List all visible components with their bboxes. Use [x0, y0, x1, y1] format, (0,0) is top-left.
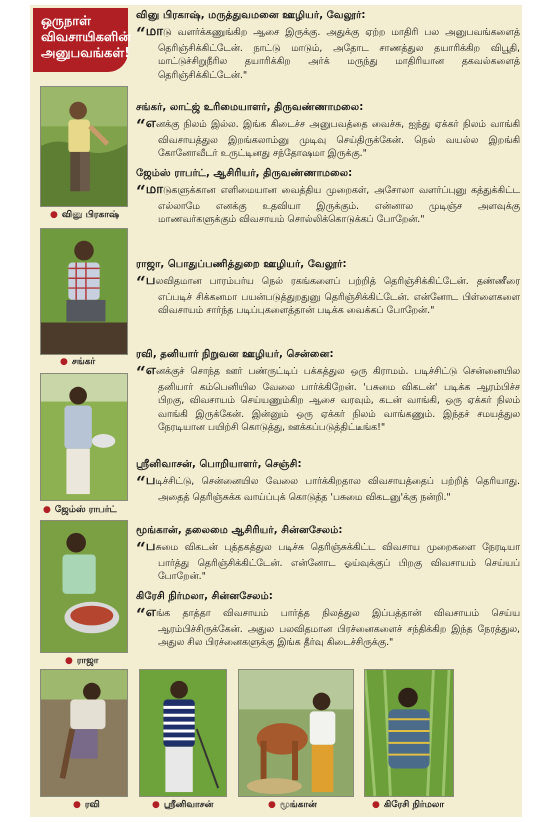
- caption-srinivasan: [152, 800, 213, 811]
- caption-dot: ●: [372, 800, 380, 810]
- caption-raja: [65, 656, 98, 667]
- caption-grace: [372, 800, 444, 811]
- photo-james-robert: [40, 373, 128, 501]
- quote-text: னக்கு நிலம் இல்ல. இங்க கிடைச்ச அனுபவத்தை வைச்சு, ஐந்து ஏக்கர் நிலம் வாங்கி விவசாயத்துல இறங்கலாம்னு முடிவு செய்திருக்கேன். நெல் வயல்ல இறங்கி கோனோவீடர் உருட்டினது சந்தோஷமா இருக்கு.": [155, 119, 520, 159]
- title-line-3: அனுபவங்கள்!: [41, 46, 131, 61]
- caption-ravi: [73, 800, 100, 811]
- photo-raja: [40, 520, 128, 653]
- caption-text: ஸ்ரீனிவாசன்: [163, 800, 214, 810]
- open-quote-mark: “: [136, 182, 146, 202]
- caption-text: வினு பிரகாஷ்: [61, 210, 120, 220]
- photo-vinu-prakash: [40, 86, 128, 207]
- testimonial-vinu: [136, 9, 520, 82]
- testimonial-author: ஸ்ரீனிவாசன், பொறியாளர், செஞ்சி:: [136, 459, 302, 470]
- title-line-2: விவசாயிகளின்: [41, 30, 131, 45]
- photo-sankar: [40, 228, 128, 355]
- photo-moonkan: [238, 669, 354, 797]
- open-quote-mark: “: [136, 363, 146, 383]
- quote-lead: ப: [145, 539, 156, 554]
- quote-lead: எ: [145, 605, 156, 620]
- testimonial-quote: [136, 274, 520, 318]
- open-quote-mark: “: [136, 24, 146, 44]
- testimonial-author: ராஜா, பொதுப்பணித்துறை ஊழியர், வேலூர்:: [136, 259, 347, 270]
- caption-james: [43, 505, 117, 516]
- quote-lead: எ: [145, 363, 156, 378]
- quote-text: டிச்சிட்டு, சென்னையில வேலை பார்க்கிறதால விவசாயத்தைப் பற்றித் தெரியாது. அதைத் தெரிஞ்சுக்க வாய்ப்புக் கொடுத்த 'பசுமை விகடனு'க்கு நன்றி.": [155, 476, 520, 503]
- caption-sankar: [60, 357, 95, 368]
- testimonial-grace: [136, 590, 520, 650]
- quote-lead: மா: [145, 24, 164, 39]
- caption-moonkan: [268, 800, 317, 811]
- testimonial-quote: [136, 364, 520, 435]
- caption-vinu: [50, 210, 119, 221]
- quote-text: சுமை விகடன் புத்தகத்துல படிச்சு தெரிஞ்சுக்கிட்ட விவசாய முறைகளை நேரடியா பார்த்து தெரிஞ்சிக்கிட்டேன். என்னோட ஓய்வுக்குப் பிறகு விவசாயம் செய்யப் போறேன்.": [155, 542, 520, 582]
- caption-text: ரவி: [84, 800, 100, 810]
- quote-lead: மா: [145, 182, 164, 197]
- caption-text: ஜேம்ஸ் ராபர்ட்: [54, 505, 117, 515]
- caption-text: ராஜா: [76, 656, 99, 666]
- caption-text: மூங்கான்: [279, 800, 317, 810]
- photo-ravi: [40, 669, 128, 797]
- quote-lead: ப: [145, 473, 156, 488]
- testimonial-quote: [136, 183, 520, 227]
- photo-grace-nirmala: [364, 669, 454, 797]
- open-quote-mark: “: [136, 116, 146, 136]
- quote-lead: ப: [145, 273, 156, 288]
- testimonial-quote: [136, 117, 520, 161]
- quote-text: ங்க தாத்தா விவசாயம் பார்த்த நிலத்துல இப்பத்தான் விவசாயம் செய்ய ஆரம்பிச்சிருக்கேன். அதுல பலவிதமான பிரச்னைகளைச் சந்திக்கிற இந்த நேரத்துல, அதுல சில பிரச்னைகளுக்கு இங்க தீர்வு கிடைச்சிருக்கு.": [155, 608, 520, 648]
- quote-text: லவிதமான பாரம்பர்ய நெல் ரகங்களைப் பற்றித் தெரிஞ்சிக்கிட்டேன். தண்ணீரை எப்படிச் சிக்கனமா பயன்படுத்துறதுனு தெரிஞ்சிக்கிட்டேன். என்னோட பிள்ளைகளை விவசாயம் சார்ந்த படிப்புகளைத்தான் படிக்க வைக்கப் போறேன்.": [155, 276, 520, 316]
- testimonial-sankar: [136, 101, 520, 161]
- testimonial-author: ஜேம்ஸ் ராபர்ட், ஆசிரியர், திருவண்ணாமலை:: [136, 168, 353, 179]
- testimonial-james: [136, 167, 520, 227]
- caption-dot: ●: [268, 800, 276, 810]
- testimonial-author: ரவி, தனியார் நிறுவன ஊழியர், சென்னை:: [136, 349, 334, 360]
- testimonial-author: வினு பிரகாஷ், மருத்துவமனை ஊழியர், வேலூர்:: [136, 10, 366, 21]
- testimonial-moonkan: [136, 524, 520, 584]
- caption-dot: ●: [73, 800, 81, 810]
- quote-text: டுகளுக்கான எளிமையான வைத்திய முறைகள், அசோலா வளர்ப்புனு கத்துக்கிட்ட எல்லாமே எனக்கு உதவியா இருக்கும். என்னால முடிஞ்ச அளவுக்கு மாணவர்களுக்கும் விவசாயம் சொல்லிக்கொடுக்கப் போறேன்.": [158, 185, 520, 225]
- testimonial-quote: [136, 606, 520, 650]
- quote-lead: எ: [145, 116, 156, 131]
- caption-dot: ●: [60, 357, 68, 367]
- testimonial-raja: [136, 258, 520, 318]
- quote-text: டு வளர்க்கணுங்கிற ஆசை இருக்கு. அதுக்கு ஏற்ற மாதிரி பல அனுபவங்களைத் தெரிஞ்சிக்கிட்டேன். நாட்டு மாடும், அதோட சாணத்துல தயாரிக்கிற விபூதி, மாட்டுச்சிறுநீரில தயாரிக்கிற அர்க் மருந்து மாதிரியான தகவல்களைத் தெரிஞ்சிக்கிட்டேன்.": [158, 27, 520, 81]
- open-quote-mark: “: [136, 273, 146, 293]
- caption-text: கிரேசி நிர்மலா: [383, 800, 445, 810]
- caption-dot: ●: [65, 656, 73, 666]
- testimonial-author: சங்கர், லாட்ஜ் உரிமையாளர், திருவண்ணாமலை:: [136, 102, 364, 113]
- caption-text: சங்கர்: [71, 357, 96, 367]
- caption-dot: ●: [50, 210, 58, 220]
- testimonial-author: மூங்கான், தலைமை ஆசிரியர், சின்னசேலம்:: [136, 525, 343, 536]
- open-quote-mark: “: [136, 539, 146, 559]
- caption-dot: ●: [43, 505, 51, 515]
- quote-text: னக்குச் சொந்த ஊர் பண்ருட்டிப் பக்கத்துல ஒரு கிராமம். படிச்சிட்டு சென்னையில தனியார் கம்பெனியில வேலை பார்க்கிறேன். 'பசுமை விகடன்' படிக்க ஆரம்பிச்ச பிறகு, விவசாயம் செய்யணும்கிற ஆசை வரவும், கடன் வாங்கி, ஒரு ஏக்கர் நிலம் வாங்கி இருக்கேன். இன்னும் ஒரு ஏக்கர் நிலம் வாங்கணும். இந்தச் சமயத்துல நேரடியான பயிற்சி கொடுத்து, ஊக்கப்படுத்திட்டீங்க!": [155, 366, 520, 433]
- testimonial-quote: [136, 540, 520, 584]
- testimonial-author: கிரேசி நிர்மலா, சின்னசேலம்:: [136, 591, 273, 602]
- caption-dot: ●: [152, 800, 160, 810]
- photo-srinivasan: [139, 669, 227, 797]
- testimonial-quote: [136, 25, 520, 82]
- testimonial-ravi: [136, 348, 520, 435]
- open-quote-mark: “: [136, 605, 146, 625]
- testimonial-quote: [136, 474, 520, 504]
- title-line-1: ஒருநாள்: [41, 14, 91, 29]
- testimonial-srinivasan: [136, 458, 520, 504]
- open-quote-mark: “: [136, 473, 146, 493]
- feature-title: [33, 8, 131, 72]
